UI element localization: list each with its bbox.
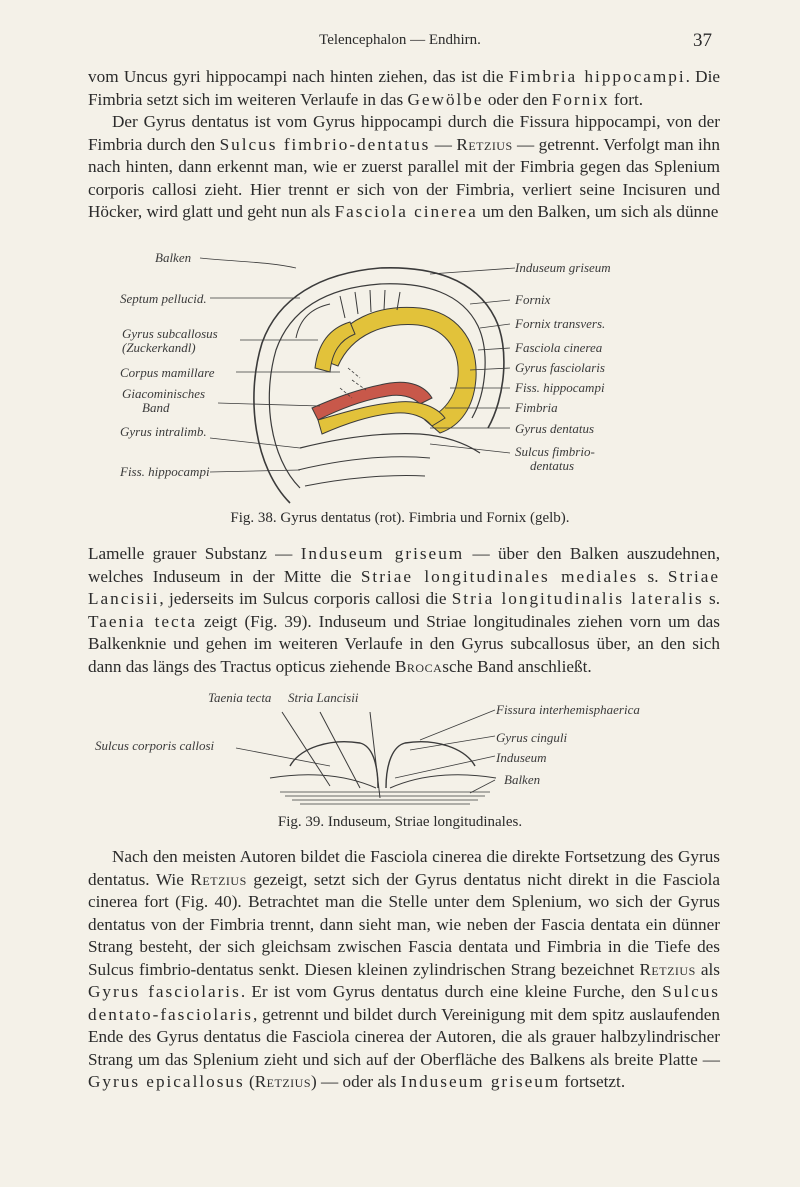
text-run: ( <box>244 1072 255 1091</box>
figure-38 <box>0 248 800 508</box>
text-run: , jederseits im Sulcus corporis callosi die <box>159 589 452 608</box>
label-fiss-hippocampi-right: Fiss. hippocampi <box>515 380 605 395</box>
text-run: Striae Lancisii <box>88 566 720 608</box>
paragraph-1 <box>88 66 720 111</box>
figure-39 <box>0 688 800 808</box>
text-run: — getrennt. Verfolgt man ihn nach hinten, dann erkennt man, wie er zuerst parallel mit der Fimbria gegen das Splenium corporis callosi zieht. Hier trennt er sich von der Fimbria, verliert seine Incisuren und Höcker, wird glatt und geht nun als <box>88 134 720 221</box>
text-run: Stria longitudinalis lateralis <box>451 589 704 608</box>
text-run: sche Band anschließt. <box>442 656 592 676</box>
text-run: als <box>695 959 720 979</box>
label-fornix: Fornix <box>515 292 551 307</box>
label-gyrus-fasciolaris: Gyrus fasciolaris <box>515 360 605 375</box>
text-run: um den Balken, um sich als dünne <box>477 202 719 221</box>
text-run: Nach den meisten Autoren bildet die Fasciola cinerea die direkte Fortsetzung des Gyrus dentatus. Wie <box>88 847 720 889</box>
label-fiss-hippocampi-left: Fiss. hippocampi <box>120 464 210 479</box>
label-sulcus-fimbrio: Sulcus fimbrio- <box>515 444 595 459</box>
label-induseum: Induseum <box>496 750 547 765</box>
text-run: Gyrus epicallosus <box>88 1072 245 1091</box>
paragraph-2 <box>88 111 720 224</box>
text-run: vom Uncus gyri hippocampi nach hinten ziehen, das ist die <box>88 67 509 86</box>
text-run: gezeigt, setzt sich der Gyrus dentatus nicht direkt in die Fasciola cinerea fort (Fig. 40). Betrachtet man die Stelle unter dem Splenium, wo sich der Gyrus dentatus von der Fimbria trennt, dann sieht man, wie neben der Fascia dentata ein dünner Strang besteht, der sich gleichsam zwischen Fascia dentata und Fimbria in die Tiefe des Sulcus fimbrio-dentatus senkt. Diesen kleinen zylindrischen Strang bezeichnet <box>88 869 720 979</box>
text-run: Retzius <box>190 869 247 889</box>
label-fornix-transvers: Fornix transvers. <box>515 316 606 331</box>
label-fasciola-cinerea: Fasciola cinerea <box>515 340 603 355</box>
text-run: s. <box>638 566 668 586</box>
text-run: Taenia tecta <box>88 611 198 631</box>
text-run: Broca <box>394 656 443 676</box>
label-zuckerkandl: (Zuckerkandl) <box>122 340 196 355</box>
text-run: Striae longitudinales mediales <box>360 566 639 586</box>
text-run: fort. <box>609 89 644 109</box>
page-header <box>0 30 800 56</box>
label-fissura-interhemisphaerica: Fissura interhemisphaerica <box>496 702 640 717</box>
label-corpus-mamillare: Corpus mamillare <box>120 365 215 380</box>
text-run: Retzius <box>456 134 513 154</box>
text-run: oder den <box>483 89 552 109</box>
text-run: — <box>430 134 457 154</box>
text-run: , getrennt und bildet durch Vereinigung mit dem spitz auslaufenden Ende des Gyrus dentatus die Fasciola cinerea der Autoren, die als grauer halbzylindrischer Strang um das Splenium zieht und sich auf der Oberfläche des Balkens als breite Platte — <box>88 1004 720 1069</box>
label-gyrus-cinguli: Gyrus cinguli <box>496 730 568 745</box>
text-run: Fimbria hippocampi <box>508 67 686 86</box>
label-gyrus-subcallosus: Gyrus subcallosus <box>122 326 218 341</box>
text-run: s. <box>703 589 720 608</box>
text-run: Fasciola cinerea <box>334 202 478 221</box>
text-run: fortsetzt. <box>560 1072 626 1091</box>
text-run: . Er ist vom Gyrus dentatus durch eine kleine Furche, den <box>240 982 663 1001</box>
label-fimbria: Fimbria <box>515 400 558 415</box>
text-run: Retzius <box>639 959 696 979</box>
label-dentatus: dentatus <box>530 458 575 473</box>
label-induseum-griseum: Induseum griseum <box>515 260 611 275</box>
label-balken: Balken <box>155 250 192 265</box>
label-balken-39: Balken <box>504 772 541 787</box>
text-run: Gyrus fasciolaris <box>88 982 241 1001</box>
figure-39-caption: Fig. 39. Induseum, Striae longitudinales. <box>277 814 523 830</box>
page-number: 37 <box>693 30 712 51</box>
text-run: Lamelle grauer Substanz — <box>88 544 301 563</box>
label-giacominisches: Giacominisches <box>122 386 206 401</box>
text-run: Induseum griseum <box>300 544 465 563</box>
text-run: Sulcus fimbrio-dentatus <box>219 134 431 154</box>
paragraph-3 <box>88 543 720 678</box>
text-run: Fornix <box>551 89 610 109</box>
text-run: zeigt (Fig. 39). Induseum und Striae longitudinales ziehen vorn um das Balkenknie und gehen im weiteren Verlaufe in den Gyrus subcallosus über, an den sich dann das längs des Tractus opticus ziehende <box>88 611 720 676</box>
text-run: ) — oder als <box>311 1072 401 1091</box>
label-taenia-tecta: Taenia tecta <box>208 690 272 705</box>
label-band: Band <box>142 400 170 415</box>
text-run: . Die Fimbria setzt sich im weiteren Verlaufe in das <box>88 67 720 109</box>
label-sulcus-corporis-callosi: Sulcus corporis callosi <box>95 738 215 753</box>
label-stria-lancisii: Stria Lancisii <box>288 690 359 705</box>
running-title: Telencephalon — Endhirn. <box>319 32 481 48</box>
label-septum-pellucid: Septum pellucid. <box>120 291 207 306</box>
figure-38-caption: Fig. 38. Gyrus dentatus (rot). Fimbria und Fornix (gelb). <box>230 510 570 526</box>
text-run: Der Gyrus dentatus ist vom Gyrus hippocampi durch die Fissura hippocampi, von der Fimbria durch den <box>88 112 720 154</box>
text-run: — über den Balken auszudehnen, welches Induseum in der Mitte die <box>88 544 720 586</box>
text-run: Sulcus dentato-fasciolaris <box>88 982 720 1024</box>
text-run: Gewölbe <box>407 89 484 109</box>
text-run: Induseum griseum <box>400 1072 561 1091</box>
label-gyrus-dentatus: Gyrus dentatus <box>515 421 595 436</box>
paragraph-4 <box>88 846 720 1094</box>
label-gyrus-intralimb: Gyrus intralimb. <box>120 424 207 439</box>
text-run: Retzius <box>254 1072 312 1091</box>
